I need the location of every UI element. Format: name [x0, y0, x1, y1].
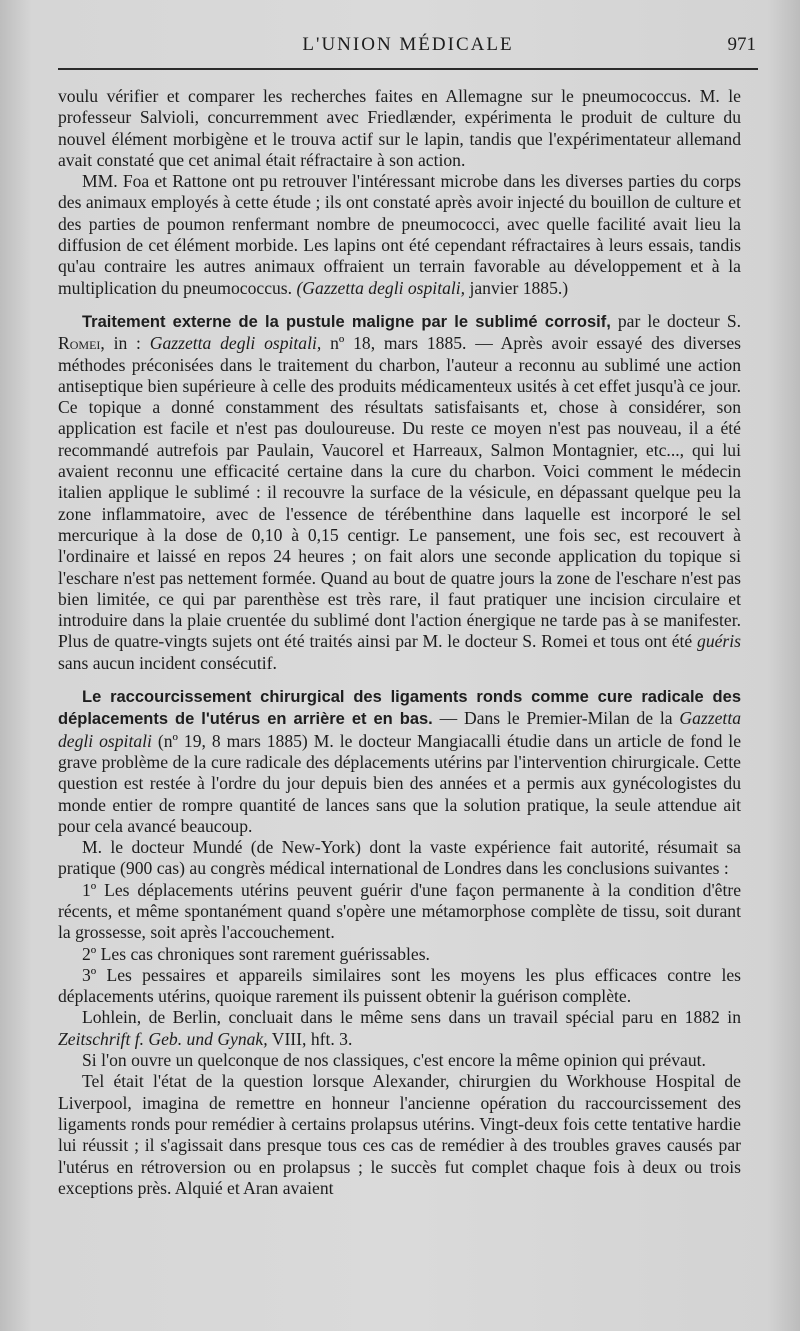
article-title: Le raccourcissement chirurgical des ligaments ronds comme cure radicale des déplacements de l'utérus en arrière et en bas. [58, 688, 741, 729]
emphasis: guéris [697, 631, 741, 652]
article-author: Romei [58, 333, 101, 354]
page-number: 971 [727, 34, 756, 55]
citation-journal: Zeitschrift f. Geb. und Gynak, [58, 1028, 268, 1049]
list-item: 3º Les pessaires et appareils similaires sont les moyens les plus efficaces contre les déplacements utérins, quoique rarement ils puissent obtenir la guérison complète. [58, 964, 741, 1007]
body-text [58, 86, 741, 1199]
article-title: Traitement externe de la pustule maligne par le sublimé corrosif, [82, 312, 611, 331]
citation-date: janvier 1885.) [469, 277, 569, 298]
article-byline: par le docteur S. [617, 310, 741, 331]
paragraph: Tel était l'état de la question lorsque Alexander, chirurgien du Workhouse Hospital de Liverpool, imagina de remettre en honneur l'ancienne opération du raccourcissement des ligaments ronds pour remédier à certains prolapsus utérins. Vingt-deux fois cette tentative hardie lui réussit ; il s'agissait dans presque tous ces cas de remédier à des troubles graves causés par l'utérus en rétroversion ou en prolapsus ; le succès fut complet chaque fois à deux ou trois exceptions près. Alquié et Aran avaient [58, 1071, 741, 1198]
running-title: L'UNION MÉDICALE [302, 34, 514, 55]
article-text: Après avoir essayé des diverses méthodes préconisées dans le traitement du charbon, l'auteur a reconnu au sublimé une action antiseptique bien supérieure à celle des produits médicamenteux usités à cet effet jusqu'à ce jour. Ce topique a donné constamment des résultats satisfaisants et, chose à considérer, son application est facile et n'est pas douloureuse. Du reste ce moyen n'est pas nouveau, il a été recommandé autrefois par Paulain, Vaucorel et Harreaux, Salmon Montagnier, etc..., qui lui avaient reconnu une efficacité certaine dans la cure du charbon. Voici comment le médecin italien applique le sublimé : il recouvre la surface de la vésicule, en dépassant quelque peu la zone inflammatoire, avec de l'essence de térébenthine dans laquelle est incorporé le sel mercurique à la dose de 0,10 à 0,15 centigr. Le pansement, une fois sec, est recouvert à l'ordinaire et laissé en repos 24 heures ; on fait alors une seconde application du topique si l'eschare n'est pas nettement formée. Quand au bout de quatre jours la zone de l'eschare n'est pas bien limitée, ce qui par parenthèse est très rare, il faut pratiquer une incision circulaire et introduire dans la plaie cruentée du sublimé dont l'action énergique ne tarde pas à se manifester. Plus de quatre-vingts sujets ont été traités ainsi par M. le docteur S. Romei et tous ont été [58, 333, 741, 652]
article-journal: Gazzetta degli ospitali, [149, 333, 322, 354]
article-journal: Gazzetta degli ospitali [58, 708, 741, 751]
article-paragraph [58, 311, 741, 674]
paragraph-text: MM. Foa et Rattone ont pu retrouver l'intéressant microbe dans les diverses parties du corps des animaux employés à cette étude ; ils ont constaté après avoir injecté du bouillon de culture et des parties de poumon renfermant nombre de pneumococci, avec quelle facilité avait lieu la diffusion de cet élément morbide. Les lapins ont été cependant réfractaires à leurs essais, tandis qu'au contraire les autres animaux offraient un terrain favorable au développement et à la multiplication du pneumococcus. [58, 171, 741, 298]
article-intro: — Dans le Premier-Milan de la [432, 708, 673, 729]
article-text: (nº 19, 8 mars 1885) M. le docteur Mangiacalli étudie dans un article de fond le grave problème de la cure radicale des déplacements utérins par l'intervention chirurgicale. Cette question est restée à l'ordre du jour depuis bien des années et a permis aux gynécologistes du monde entier de rompre quantité de lances sans que la solution pratique, la seule attendue ait pour cela avancé beaucoup. [58, 730, 741, 836]
citation-journal: (Gazzetta degli ospitali, [296, 277, 466, 298]
running-head [58, 34, 758, 70]
paragraph-text: Lohlein, de Berlin, concluait dans le même sens dans un travail spécial paru en 1882 in [82, 1007, 741, 1028]
list-item: 1º Les déplacements utérins peuvent guérir d'une façon permanente à la condition d'être récents, et même spontanément quand s'opère une métamorphose complète de tissu, soit durant la grossesse, soit après l'accouchement. [58, 879, 741, 943]
paragraph: M. le docteur Mundé (de New-York) dont la vaste expérience fait autorité, résumait sa pratique (900 cas) au congrès médical international de Londres dans les conclusions suivantes : [58, 837, 741, 879]
article-ref: nº 18, mars 1885. — [330, 333, 493, 354]
citation-end: VIII, hft. 3. [271, 1028, 353, 1049]
paragraph: voulu vérifier et comparer les recherches faites en Allemagne sur le pneumococcus. M. le professeur Salvioli, concurremment avec Friedlænder, expérimenta le produit de culture du nouvel élément morbigène et le trouva actif sur le lapin, tandis que l'expérimentateur allemand avait constaté que cet animal était réfractaire à son action. [58, 86, 741, 170]
list-item: 2º Les cas chroniques sont rarement guérissables. [82, 943, 430, 964]
paragraph [58, 171, 741, 299]
paragraph: Si l'on ouvre un quelconque de nos classiques, c'est encore la même opinion qui prévaut. [82, 1050, 706, 1071]
article-in: , in : [100, 333, 141, 354]
article-paragraph [58, 686, 741, 837]
article-text-end: sans aucun incident consécutif. [58, 652, 277, 673]
paragraph [58, 1007, 741, 1050]
